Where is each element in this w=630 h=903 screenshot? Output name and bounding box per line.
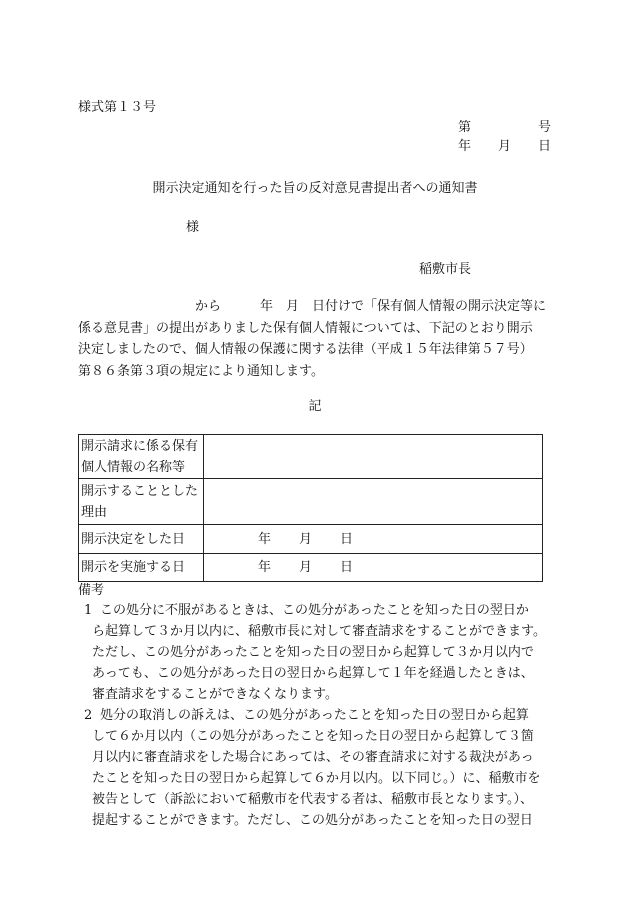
remark-number: 2 <box>84 708 93 723</box>
body-line: 係る意見書」の提出がありました保有個人情報については、下記のとおり開示 <box>78 320 533 336</box>
record-table <box>78 434 543 582</box>
document-number <box>458 117 551 138</box>
row-label <box>79 479 204 525</box>
remark-line: 提起することができます。ただし、この処分があったことを知った日の翌日 <box>92 813 533 828</box>
sender-name: 稲敷市長 <box>419 262 472 277</box>
remark-line: 月以内に審査請求をした場合にあっては、その審査請求に対する裁決があっ <box>92 750 534 765</box>
date-month: 月 <box>497 139 511 154</box>
remark-line: ら起算して３か月以内に、稲敷市長に対して審査請求をすることができます。 <box>92 624 546 639</box>
body-line: 決定しましたので、個人情報の保護に関する法律（平成１５年法律第５７号） <box>78 342 533 357</box>
date-month: 月 <box>298 560 312 575</box>
row-label <box>79 525 204 554</box>
remark-line: たことを知った日の翌日から起算して６か月以内。以下同じ。）に、稲敷市を <box>92 771 541 786</box>
date-year: 年 <box>258 560 272 575</box>
date-year: 年 <box>258 531 272 547</box>
doc-number-unit: 号 <box>537 120 551 135</box>
remark-line: して６か月以内（この処分があったことを知った日の翌日から起算して３箇 <box>92 729 534 744</box>
remark-line: 被告として（訴訟において稲敷市を代表する者は、稲敷市長となります。）、 <box>92 792 533 807</box>
row-label <box>79 435 204 479</box>
date-day: 日 <box>339 531 353 547</box>
date-year: 年 <box>458 139 472 154</box>
remark-line: 審査請求をすることができなくなります。 <box>92 687 338 702</box>
remark-text: 処分の取消しの訴えは、この処分があったことを知った日の翌日から起算 <box>100 708 529 723</box>
document-title: 開示決定通知を行った旨の反対意見書提出者への通知書 <box>152 181 478 196</box>
row-value <box>204 479 543 525</box>
remarks-list <box>78 600 558 831</box>
recipient-suffix: 様 <box>186 220 200 235</box>
remark-line <box>78 705 558 726</box>
body-paragraph <box>78 296 556 382</box>
remarks-heading: 備考 <box>78 583 105 598</box>
row-label <box>79 554 204 582</box>
remark-line <box>78 600 558 621</box>
form-number: 様式第１３号 <box>78 100 157 115</box>
table-row <box>79 435 543 479</box>
table-row <box>79 479 543 525</box>
remark-text: この処分に不服があるときは、この処分があったことを知った日の翌日か <box>100 603 529 618</box>
row-date <box>204 554 543 582</box>
table-row <box>79 554 543 582</box>
ki-heading: 記 <box>308 399 322 414</box>
document-date <box>458 136 551 157</box>
date-day: 日 <box>537 139 551 154</box>
body-line: から 年 月 日付けで「保有個人情報の開示決定等に <box>78 299 547 314</box>
row-label-line: 開示を実施する日 <box>81 560 186 575</box>
row-value <box>204 435 543 479</box>
row-label-line: 開示請求に係る保有 <box>81 438 199 454</box>
remark-line: あっても、この処分があった日の翌日から起算して１年を経過したときは、 <box>92 666 534 681</box>
table-row <box>79 525 543 554</box>
row-label-line: 開示決定をした日 <box>81 531 186 547</box>
remark-line: ただし、この処分があったことを知った日の翌日から起算して３か月以内で <box>92 645 534 660</box>
remark-number: 1 <box>84 603 93 618</box>
row-label-line: 個人情報の名称等 <box>81 459 186 475</box>
date-month: 月 <box>298 531 312 547</box>
date-day: 日 <box>339 560 353 575</box>
row-label-line: 理由 <box>81 504 108 520</box>
doc-number-label: 第 <box>458 120 472 135</box>
row-date <box>204 525 543 554</box>
body-line: 第８６条第３項の規定により通知します。 <box>78 363 324 379</box>
row-label-line: 開示することとした <box>81 483 199 499</box>
